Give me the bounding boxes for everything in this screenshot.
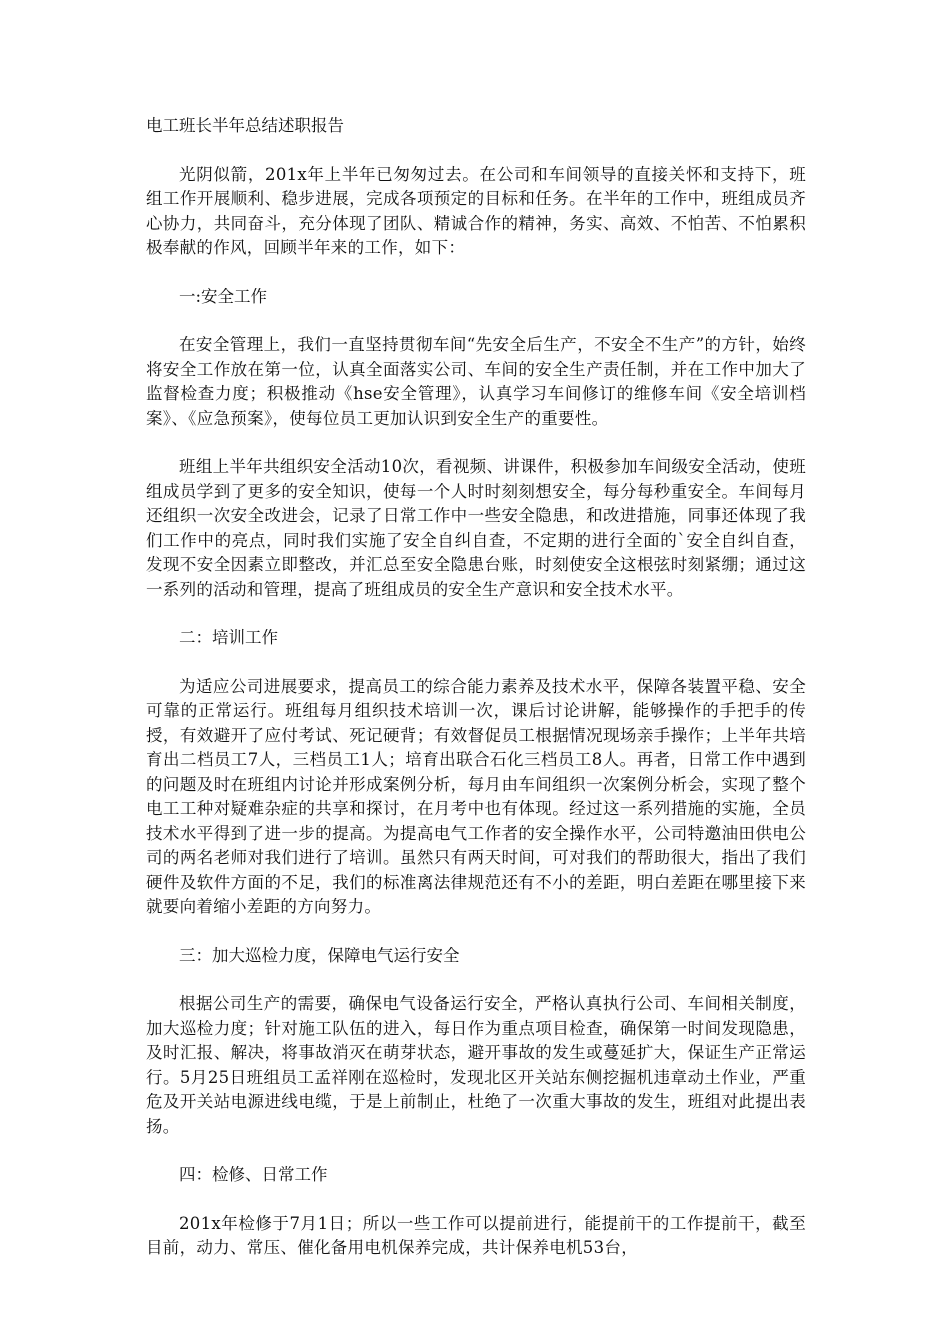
safety-paragraph-1: 在安全管理上，我们一直坚持贯彻车间“先安全后生产，不安全不生产”的方针，始终将安全工作放在第一位，认真全面落实公司、车间的安全生产责任制，并在工作中加大了监督检查力度；积极推动《hse安全管理》，认真学习车间修订的维修车间《安全培训档案》、《应急预案》，使每位员工更加认识到安全生产的重要性。 <box>146 335 806 428</box>
training-paragraph: 为适应公司进展要求，提高员工的综合能力素养及技术水平，保障各装置平稳、安全可靠的正常运行。班组每月组织技术培训一次，课后讨论讲解，能够操作的手把手的传授，有效避开了应付考试、死记硬背；有效督促员工根据情况现场亲手操作；上半年共培育出二档员工7人，三档员工1人；培育出联合石化三档员工8人。再者，日常工作中遇到的问题及时在班组内讨论并形成案例分析，每月由车间组织一次案例分析会，实现了整个电工工种对疑难杂症的共享和探讨，在月考中也有体现。经过这一系列措施的实施，全员技术水平得到了进一步的提高。为提高电气工作者的安全操作水平，公司特邀油田供电公司的两名老师对我们进行了培训。虽然只有两天时间，可对我们的帮助很大，指出了我们硬件及软件方面的不足，我们的标准离法律规范还有不小的差距，明白差距在哪里接下来就要向着缩小差距的方向努力。 <box>146 676 806 916</box>
safety-paragraph-2: 班组上半年共组织安全活动10次，看视频、讲课件，积极参加车间级安全活动，使班组成员学到了更多的安全知识，使每一个人时时刻刻想安全，每分每秒重安全。车间每月还组织一次安全改进会，记录了日常工作中一些安全隐患，和改进措施，同事还体现了我们工作中的亮点，同时我们实施了安全自纠自查，不定期的进行全面的`安全自纠自查，发现不安全因素立即整改，并汇总至安全隐患台账，时刻使安全这根弦时刻紧绷；通过这一系列的活动和管理，提高了班组成员的安全生产意识和安全技术水平。 <box>146 457 806 599</box>
maintenance-paragraph: 201x年检修于7月1日；所以一些工作可以提前进行，能提前干的工作提前干，截至目前，动力、常压、催化备用电机保养完成，共计保养电机53台， <box>146 1213 806 1257</box>
document-title: 电工班长半年总结述职报告 <box>146 116 344 135</box>
section-heading-safety: 一:安全工作 <box>179 286 268 306</box>
section-heading-training: 二：培训工作 <box>179 628 278 647</box>
section-heading-inspection: 三：加大巡检力度，保障电气运行安全 <box>179 945 460 965</box>
intro-paragraph: 光阴似箭，201x年上半年已匆匆过去。在公司和车间领导的直接关怀和支持下，班组工作开展顺利、稳步进展，完成各项预定的目标和任务。在半年的工作中，班组成员齐心协力，共同奋斗，充分体现了团队、精诚合作的精神，务实、高效、不怕苦、不怕累积极奉献的作风，回顾半年来的工作，如下： <box>146 164 806 257</box>
section-heading-maintenance: 四：检修、日常工作 <box>179 1165 328 1184</box>
document-body <box>146 114 806 1285</box>
inspection-paragraph: 根据公司生产的需要，确保电气设备运行安全，严格认真执行公司、车间相关制度，加大巡检力度；针对施工队伍的进入，每日作为重点项目检查，确保第一时间发现隐患，及时汇报、解决，将事故消灭在萌芽状态，避开事故的发生或蔓延扩大，保证生产正常运行。5月25日班组员工孟祥刚在巡检时，发现北区开关站东侧挖掘机违章动土作业，严重危及开关站电源进线电缆，于是上前制止，杜绝了一次重大事故的发生，班组对此提出表扬。 <box>146 994 806 1136</box>
